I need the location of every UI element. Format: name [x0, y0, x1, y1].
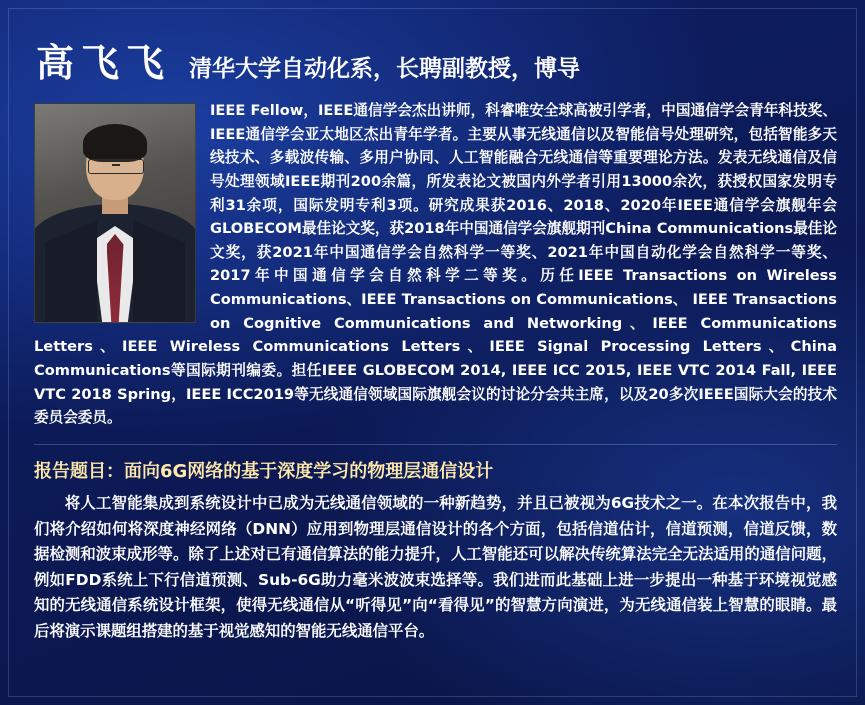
- glasses-icon: [88, 159, 144, 174]
- talk-section: [34, 444, 837, 644]
- speaker-photo: [34, 103, 196, 323]
- talk-abstract: 将人工智能集成到系统设计中已成为无线通信领域的一种新趋势，并且已被视为6G技术之一。在本次报告中，我们将介绍如何将深度神经网络（DNN）应用到物理层通信设计的各个方面，包括信道估计，信道预测，信道反馈，数据检测和波束成形等。除了上述对已有通信算法的能力提升，人工智能还可以解决传统算法完全无法适用的通信问题，例如FDD系统上下行信道预测、Sub-6G助力毫米波波束选择等。我们进而此基础上进一步提出一种基于环境视觉感知的无线通信系统设计框架，使得无线通信从“听得见”向“看得见”的智慧方向演进，为无线通信装上智慧的眼睛。最后将演示课题组搭建的基于视觉感知的智能无线通信平台。: [34, 493, 837, 640]
- talk-title: 报告题目：面向6G网络的基于深度学习的物理层通信设计: [34, 460, 494, 482]
- bio-paragraph: IEEE Fellow，IEEE通信学会杰出讲师，科睿唯安全球高被引学者，中国通信学会青年科技奖、IEEE通信学会亚太地区杰出青年学者。主要从事无线通信以及智能信号处理研究，包括智能多天线技术、多载波传输、多用户协同、人工智能融合无线通信等重要理论方法。发表无线通信及信号处理领域IEEE期刊200余篇，所发表论文被国内外学者引用13000余次，获授权国家发明专利31余项，国际发明专利3项。研究成果获2016、2018、2020年IEEE通信学会旗舰年会GLOBECOM最佳论文奖，获2018年中国通信学会旗舰期刊China Communications最佳论文奖，获2021年中国通信学会自然科学一等奖、2021年中国自动化学会自然科学一等奖、2017年中国通信学会自然科学二等奖。历任IEEE Transactions on Wireless Communications、IEEE Transactions on Communications、 IEEE Transactions on Cognitive Communications and Networking、IEEE Communications Letters、IEEE Wireless Communications Letters、IEEE Signal Processing Letters、China Communications等国际期刊编委。担任IEEE GLOBECOM 2014, IEEE ICC 2015, IEEE VTC 2014 Fall, IEEE VTC 2018 Spring，IEEE ICC2019等无线通信领域国际旗舰会议的讨论分会共主席，以及20多次IEEE国际大会的技术委员会委员。: [34, 102, 837, 427]
- photo-hair: [83, 124, 147, 162]
- speaker-name: 高飞飞: [36, 41, 172, 85]
- speaker-affiliation: 清华大学自动化系，长聘副教授，博导: [189, 56, 581, 82]
- bio-section: [14, 97, 851, 430]
- poster-header: [14, 10, 851, 97]
